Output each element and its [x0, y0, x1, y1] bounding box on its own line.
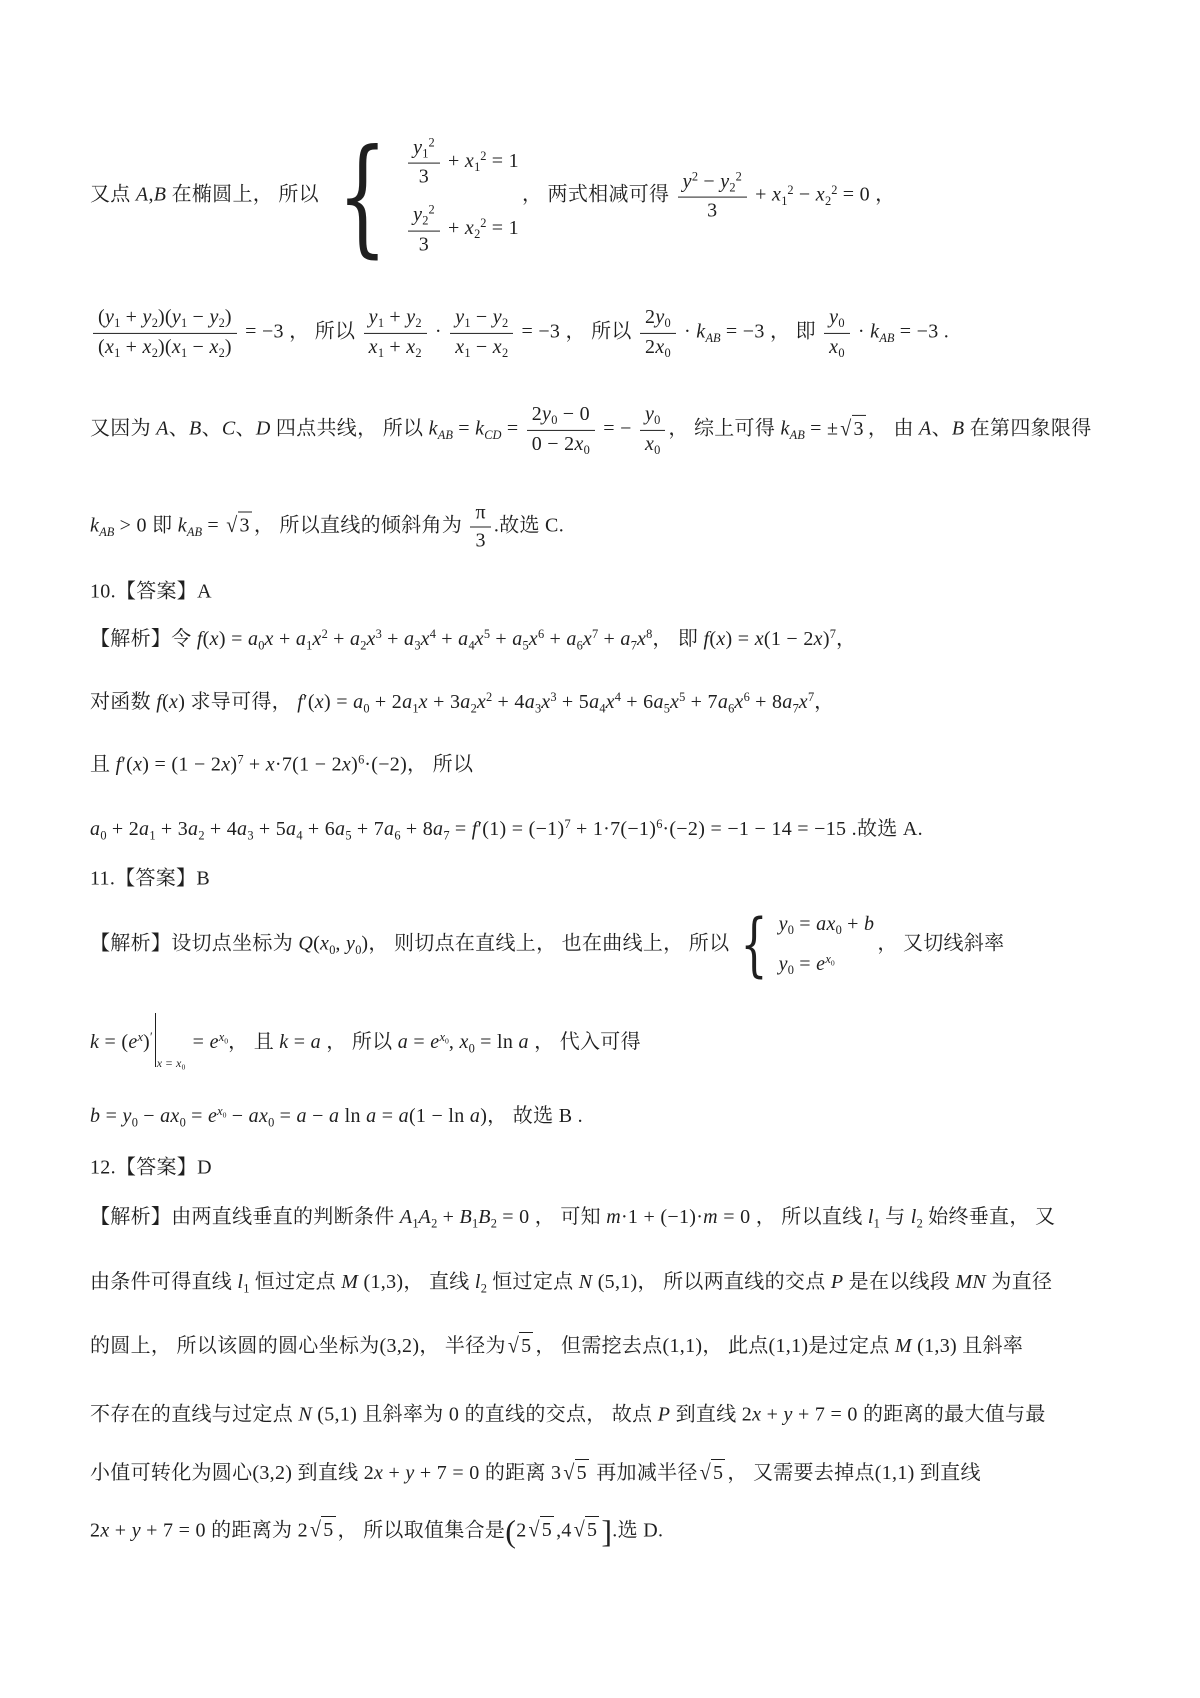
subscript: 0: [444, 1036, 449, 1046]
subscript: 2: [490, 1216, 497, 1231]
subscript: 3: [414, 638, 421, 653]
superscript: 6: [358, 752, 365, 767]
superscript: 3: [550, 690, 557, 705]
subscript: 5: [663, 701, 670, 716]
solution-12-excluded-point-line: 不存在的直线与过定点 N (5,1) 且斜率为 0 的直线的交点， 故点 P 到直线 2x + y + 7 = 0 的距离的最大值与最: [90, 1403, 1046, 1426]
subscript: 6: [576, 638, 583, 653]
fraction: $\frac{y_1^2}{3}$: [408, 136, 440, 189]
subscript: 1: [472, 1216, 479, 1231]
square-root: √ 3: [840, 415, 866, 443]
subscript: 1: [114, 316, 121, 331]
subscript: 2: [151, 316, 158, 331]
subscript: 1: [181, 345, 188, 360]
subscript: 0: [468, 1041, 475, 1056]
subscript: 2: [422, 214, 429, 229]
solution-9-slope-product-line: $\frac{(y_1 + y_2)(y_1 - y_2)}{(x_1 + x_2)(x_1 - x_2)}$ = −3 ， 所以 $\frac{y_1 + y_2}{x_1 + x_2}$ · $\frac{y_1 - y_2}{x_1 - x_2}$ = −3 ， 所以 $\frac{2y_0}{2x_0}$ · $k_{AB} = -3$ ， 即 $\frac{y_0}{x_0}$ · $k_{AB} = -3$ .: [90, 306, 1160, 360]
solution-12-perpendicular-line: 【解析】由两直线垂直的判断条件 $A_1A_2 + B_1B_2 = 0$ ， 可知 m·1 + (−1)·m = 0 ， 所以直线 $l_1$ 与 $l_2$ 始终垂直， 又: [90, 1205, 1056, 1231]
superscript: x0: [217, 1104, 227, 1120]
subscript: 1: [464, 345, 471, 360]
subscript: 0: [181, 1062, 186, 1072]
subscript: 6: [728, 701, 735, 716]
radical-icon: √: [507, 1334, 520, 1358]
superscript: 2: [480, 216, 487, 231]
subscript: 0: [224, 1036, 229, 1046]
subscript: 1: [181, 316, 188, 331]
superscript: 2: [480, 149, 487, 164]
subscript: 5: [345, 828, 352, 843]
answer-12-heading: 12.【答案】D: [90, 1156, 212, 1179]
radical-icon: √: [528, 1518, 540, 1543]
subscript: AB: [186, 524, 203, 539]
solution-10-derivative-line: 对函数 f(x) 求导可得， $f'(x) = a_0 + 2a_1x + 3a_2x^2 + 4a_3x^3 + 5a_4x^4 + 6a_5x^5 + 7a_6x^6 + 8a_7x^7$，: [90, 690, 835, 716]
subscript: 0: [654, 442, 661, 457]
subscript: 0: [131, 1115, 138, 1130]
subscript: 2: [916, 1216, 923, 1231]
superscript: 6: [537, 627, 545, 642]
subscript: 2: [501, 316, 509, 331]
superscript: 7: [592, 627, 599, 642]
subscript: 0: [838, 316, 845, 331]
fraction: $\frac{2y_0}{2x_0}$: [640, 306, 676, 360]
subscript: 1: [781, 193, 788, 208]
subscript: 3: [247, 828, 254, 843]
subscript: 2: [360, 638, 367, 653]
superscript: ′: [149, 1030, 153, 1045]
fraction: $\frac{y_1 + y_2}{x_1 + x_2}$: [364, 306, 427, 360]
subscript: 0: [654, 413, 661, 428]
subscript: 2: [824, 193, 832, 208]
subscript: 7: [630, 638, 637, 653]
superscript: 5: [483, 627, 491, 642]
solution-12-conclusion-line: 2x + y + 7 = 0 的距离为 2 √ 5 ， 所以取值集合是(2 √ 5 ,4 √ 5 ].选 D.: [90, 1513, 664, 1549]
subscript: AB: [437, 427, 453, 442]
fraction: $\frac{\pi}{3}$: [470, 502, 490, 553]
big-delimiter: ]: [601, 1513, 613, 1549]
subscript: 0: [835, 923, 842, 938]
subscript: 1: [149, 828, 156, 843]
subscript: 1: [873, 1216, 880, 1231]
radical-icon: √: [563, 1461, 575, 1485]
subscript: 0: [664, 345, 671, 360]
subscript: 2: [470, 701, 477, 716]
solution-9-conclusion-line: $k_{AB} > 0$ 即 $k_{AB}$ = √ 3 ， 所以直线的倾斜角为 $\frac{\pi}{3}$ .故选 C.: [90, 501, 564, 552]
superscript: 8: [646, 627, 653, 642]
subscript: 1: [306, 638, 313, 653]
left-brace-icon: {: [337, 121, 388, 270]
subscript: 2: [474, 227, 481, 242]
solution-11-conclusion-line: $b = y_0 - ax_0 = e^{x_0} - ax_0 = a - a$ ln a = a(1 − ln a)， 故选 B .: [90, 1104, 583, 1130]
subscript: 0: [258, 638, 265, 653]
evaluation-bar: $x = x_0$: [155, 1013, 186, 1067]
subscript: 2: [480, 1281, 487, 1296]
solution-10-expansion-line: 【解析】令 $f(x) = a_0x + a_1x^2 + a_2x^3 + a_3x^4 + a_4x^5 + a_5x^6 + a_6x^7 + a_7x^8$， 即 $f(x) = x(1 - 2x)^7$，: [90, 627, 857, 653]
subscript: 0: [355, 942, 362, 957]
subscript: 2: [218, 316, 225, 331]
solution-10-evaluation-line: $a_0 + 2a_1 + 3a_2 + 4a_3 + 5a_4 + 6a_5 + 7a_6 + 8a_7 = f'(1) = (-1)^7 + 1\cdot 7(-1)^6\cdot(-2) = -1 - 14 = -15$ .故选 A.: [90, 817, 923, 843]
superscript: 3: [375, 627, 382, 642]
subscript: 4: [468, 638, 475, 653]
subscript: 2: [415, 345, 422, 360]
fraction: $\frac{y_2^2}{3}$: [408, 203, 440, 256]
subscript: 0: [179, 1115, 186, 1130]
big-delimiter: (: [505, 1513, 517, 1549]
subscript: 1: [243, 1281, 250, 1296]
subscript: 4: [296, 828, 303, 843]
subscript: 2: [415, 316, 422, 331]
subscript: 2: [501, 345, 509, 360]
superscript: 7: [807, 690, 815, 705]
solution-12-distance-line: 小值可转化为圆心(3,2) 到直线 2x + y + 7 = 0 的距离 3 √ 5 再加减半径 √ 5 ， 又需要去掉点(1,1) 到直线: [90, 1459, 1160, 1487]
solution-12-circle-line: 的圆上， 所以该圆的圆心坐标为(3,2)， 半径为 √ 5 ， 但需挖去点(1,1)， 此点(1,1)是过定点 M (1,3) 且斜率: [90, 1332, 1160, 1360]
subscript: 0: [268, 1115, 275, 1130]
fraction: $\frac{2y_0 - 0}{0 - 2x_0}$: [527, 403, 595, 457]
fraction: $\frac{(y_1 + y_2)(y_1 - y_2)}{(x_1 + x_2)(x_1 - x_2)}$: [93, 306, 237, 360]
fraction: $\frac{y^2 - y_2^2}{3}$: [678, 169, 747, 222]
square-root: √ 5: [310, 1516, 336, 1544]
superscript: 2: [428, 135, 435, 150]
radical-icon: √: [309, 1518, 322, 1543]
subscript: 2: [218, 345, 225, 360]
subscript: 0: [222, 1110, 227, 1120]
superscript: x0: [218, 1030, 229, 1046]
subscript: 1: [377, 316, 385, 331]
radical-icon: √: [573, 1518, 585, 1543]
subscript: 1: [377, 345, 385, 360]
superscript: 2: [428, 203, 435, 217]
square-root: √ 5: [508, 1332, 534, 1360]
superscript: 7: [564, 817, 571, 832]
superscript: 2: [691, 169, 699, 184]
subscript: 1: [464, 316, 471, 331]
subscript: 4: [599, 701, 606, 716]
subscript: 1: [422, 146, 429, 161]
answer-10-heading: 10.【答案】A: [90, 580, 212, 603]
superscript: 7: [829, 627, 836, 642]
solution-10-product-rule-line: 且 $f'(x) = (1 - 2x)^7 + x\cdot 7(1 - 2x)^6\cdot(-2)$， 所以: [90, 752, 474, 776]
subscript: 3: [535, 701, 542, 716]
subscript: 2: [198, 828, 205, 843]
superscript: 5: [679, 690, 686, 705]
subscript: 1: [412, 701, 419, 716]
subscript: 2: [151, 345, 158, 360]
subscript: 0: [664, 316, 671, 331]
subscript: 0: [830, 958, 835, 968]
subscript: 0: [100, 828, 107, 843]
square-root: √ 5: [529, 1516, 555, 1544]
subscript: 0: [838, 345, 845, 360]
superscript: 2: [831, 182, 838, 197]
subscript: AB: [789, 427, 805, 442]
subscript: 2: [431, 1216, 438, 1231]
superscript: 7: [237, 752, 244, 767]
square-root: √ 5: [574, 1516, 600, 1544]
subscript: 0: [363, 701, 370, 716]
solution-12-fixed-points-line: 由条件可得直线 $l_1$ 恒过定点 M (1,3)， 直线 $l_2$ 恒过定点 N (5,1)， 所以两直线的交点 P 是在以线段 MN 为直径: [90, 1270, 1053, 1296]
subscript: AB: [705, 330, 721, 345]
cases-system: { $y_0 = ax_0 + b$ $y_0 = e^{x_0}$: [740, 904, 875, 985]
superscript: x0: [439, 1030, 449, 1046]
left-brace-icon: {: [740, 904, 769, 985]
superscript: 4: [429, 627, 436, 642]
square-root: √ 3: [226, 512, 252, 540]
solution-9-ellipse-system-line: 又点 A,B 在椭圆上， 所以 { $\frac{y_1^2}{3}$ + $x_1^2 = 1$ $\frac{y_2^2}{3}$ + $x_2^2 = 1$ ， 两式相减可得 $\frac{y^2 - y_2^2}{3}$ + $x_1^2 - x_2^2 = 0$ ，: [90, 121, 896, 270]
superscript: 2: [735, 169, 742, 184]
subscript: 1: [474, 160, 481, 175]
radical-icon: √: [226, 513, 238, 538]
cases-system: { $\frac{y_1^2}{3}$ + $x_1^2 = 1$ $\frac{y_2^2}{3}$ + $x_2^2 = 1$: [337, 121, 519, 270]
subscript: 0: [583, 442, 590, 457]
subscript: 7: [792, 701, 799, 716]
subscript: 0: [787, 923, 794, 938]
subscript: 1: [114, 345, 121, 360]
fraction: $\frac{y_0}{x_0}$: [640, 403, 665, 457]
superscript: 2: [486, 690, 493, 705]
answer-11-heading: 11.【答案】B: [90, 867, 210, 890]
subscript: AB: [879, 330, 895, 345]
subscript: 5: [522, 638, 529, 653]
subscript: 0: [329, 942, 336, 957]
fraction: $\frac{y_1 - y_2}{x_1 - x_2}$: [450, 306, 513, 360]
solution-9-collinear-line: 又因为 A、B、C、D 四点共线， 所以 $k_{AB} = k_{CD}$ = $\frac{2y_0 - 0}{0 - 2x_0}$ = − $\frac{y_0}{x_0}$ ， 综上可得 $k_{AB}$ = ± √ 3 ， 由 A、B 在第四象限得: [90, 402, 1092, 457]
superscript: 6: [743, 690, 750, 705]
superscript: 2: [787, 182, 794, 197]
superscript: 4: [614, 690, 621, 705]
solution-11-slope-line: $k = (e^x)'$ $x = x_0$ = $e^{x_0}$， 且 k = a ， 所以 $a = e^{x_0}$, $x_0 = \ln a$ ， 代入可得: [90, 1013, 1160, 1067]
fraction: $\frac{y_0}{x_0}$: [824, 306, 849, 360]
subscript: 1: [412, 1216, 419, 1231]
subscript: 7: [443, 828, 450, 843]
subscript: 0: [787, 963, 794, 978]
subscript: AB: [99, 524, 115, 539]
subscript: 6: [394, 828, 401, 843]
square-root: √ 5: [563, 1459, 589, 1487]
subscript: CD: [484, 427, 502, 442]
superscript: 6: [656, 817, 663, 832]
solution-11-tangent-system-line: 【解析】设切点坐标为 $Q(x_0$, $y_0$)， 则切点在直线上， 也在曲线上， 所以 { $y_0 = ax_0 + b$ $y_0 = e^{x_0}$ ， 又切线斜率: [90, 904, 1005, 985]
superscript: x0: [825, 952, 835, 968]
superscript: x: [137, 1030, 144, 1045]
square-root: √ 5: [700, 1459, 726, 1487]
radical-icon: √: [699, 1461, 712, 1485]
radical-icon: √: [840, 416, 852, 441]
superscript: 2: [321, 627, 328, 642]
subscript: 0: [551, 413, 558, 428]
subscript: 2: [729, 180, 736, 195]
